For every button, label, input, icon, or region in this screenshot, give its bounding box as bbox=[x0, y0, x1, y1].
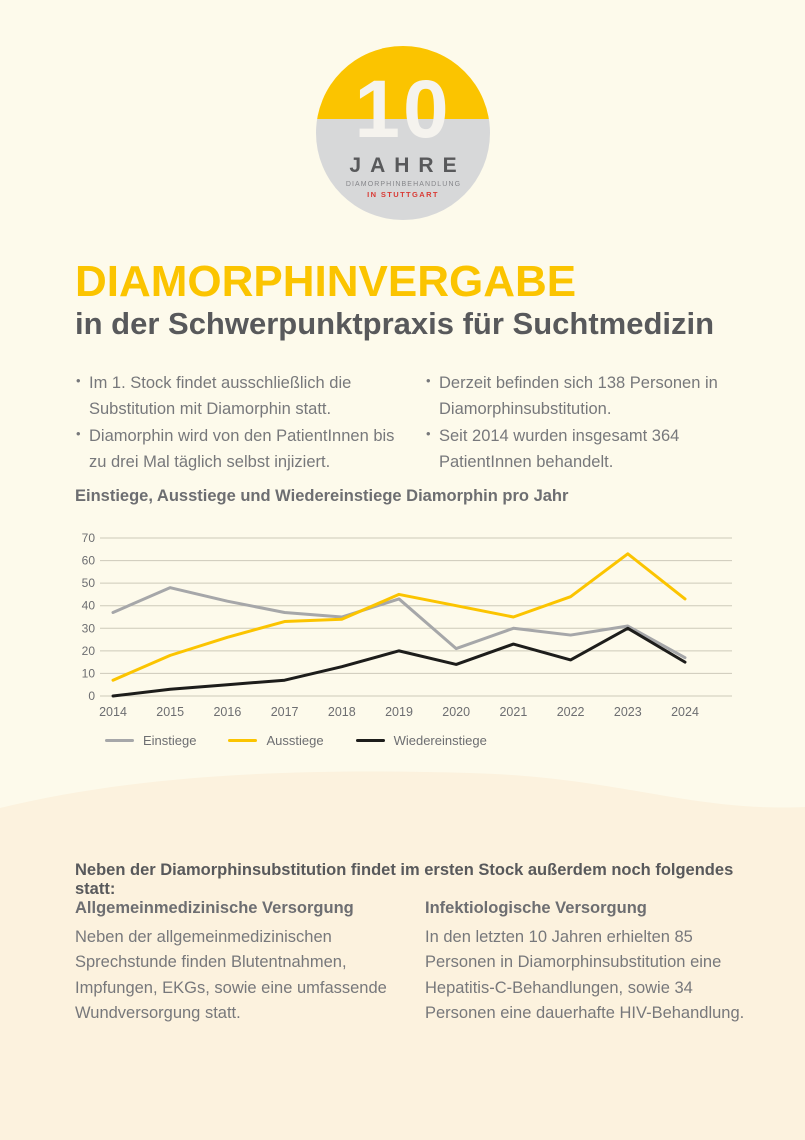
chart-svg bbox=[75, 528, 743, 724]
bullet-item bbox=[75, 424, 411, 475]
chart-legend bbox=[105, 733, 743, 748]
legend-swatch bbox=[228, 739, 257, 742]
y-tick-label: 40 bbox=[81, 598, 95, 613]
series-line-wiedereinstiege bbox=[113, 628, 685, 696]
intro-bullets-right bbox=[425, 371, 755, 477]
page-subtitle: in der Schwerpunktpraxis für Suchtmedizin bbox=[75, 306, 715, 341]
x-tick-label: 2016 bbox=[213, 705, 242, 719]
x-tick-label: 2024 bbox=[671, 705, 699, 719]
bullet-text: Derzeit befinden sich 138 Personen in Diamorphinsubstitution. bbox=[439, 374, 718, 418]
x-tick-label: 2021 bbox=[499, 705, 528, 719]
logo-cityline: IN STUTTGART bbox=[367, 189, 439, 199]
y-tick-label: 50 bbox=[81, 576, 95, 591]
x-tick-label: 2019 bbox=[385, 705, 413, 719]
lower-column-body: In den letzten 10 Jahren erhielten 85 Personen in Diamorphinsubstitution eine Hepatitis-C-Behandlungen, sowie 34 Personen eine dauerhafte HIV-Behandlung. bbox=[425, 927, 745, 1023]
legend-swatch bbox=[356, 739, 385, 742]
x-tick-label: 2015 bbox=[156, 705, 185, 719]
logo-badge bbox=[316, 46, 490, 220]
y-tick-label: 60 bbox=[81, 553, 95, 568]
x-tick-label: 2018 bbox=[327, 705, 356, 719]
y-tick-label: 0 bbox=[88, 689, 95, 703]
legend-swatch bbox=[105, 739, 134, 742]
series-line-ausstiege bbox=[113, 554, 685, 680]
bullet-item bbox=[75, 371, 411, 422]
x-tick-label: 2023 bbox=[613, 705, 642, 719]
lower-column-infectiology bbox=[425, 896, 761, 1027]
lower-column-body: Neben der allgemeinmedizinischen Sprechstunde finden Blutentnahmen, Impfungen, EKGs, sowie eine umfassende Wundversorgung statt. bbox=[75, 927, 387, 1023]
logo-jahre-label: JAHRE bbox=[349, 153, 466, 177]
x-tick-label: 2017 bbox=[270, 705, 299, 719]
y-tick-label: 20 bbox=[81, 643, 95, 658]
header bbox=[75, 257, 755, 341]
page-title: DIAMORPHINVERGABE bbox=[75, 257, 577, 306]
bullet-text: Diamorphin wird von den PatientInnen bis zu drei Mal täglich selbst injiziert. bbox=[89, 427, 395, 471]
legend-item-wiedereinstiege bbox=[356, 733, 487, 748]
legend-item-ausstiege bbox=[228, 733, 323, 748]
legend-label: Einstiege bbox=[143, 733, 197, 748]
lower-column-title: Allgemeinmedizinische Versorgung bbox=[75, 899, 354, 917]
line-chart bbox=[75, 528, 743, 748]
logo-subline: DIAMORPHINBEHANDLUNG bbox=[345, 180, 462, 188]
lower-column-general-care bbox=[75, 896, 413, 1027]
bullet-text: Seit 2014 wurden insgesamt 364 PatientInnen behandelt. bbox=[439, 427, 680, 471]
bullet-text: Im 1. Stock findet ausschließlich die Substitution mit Diamorphin statt. bbox=[89, 374, 352, 418]
y-tick-label: 10 bbox=[81, 666, 95, 681]
legend-label: Ausstiege bbox=[266, 733, 324, 748]
legend-label: Wiedereinstiege bbox=[393, 733, 487, 748]
x-tick-label: 2022 bbox=[556, 705, 585, 719]
legend-item-einstiege bbox=[105, 733, 196, 748]
lower-section-heading: Neben der Diamorphinsubstitution findet im ersten Stock außerdem noch folgendes statt: bbox=[75, 861, 734, 898]
x-tick-label: 2014 bbox=[99, 705, 127, 719]
chart-title: Einstiege, Ausstiege und Wiedereinstiege Diamorphin pro Jahr bbox=[75, 487, 569, 505]
x-tick-label: 2020 bbox=[442, 705, 471, 719]
bullet-item bbox=[425, 424, 755, 475]
intro-bullets-left bbox=[75, 371, 411, 477]
y-tick-label: 70 bbox=[81, 531, 95, 545]
bullet-item bbox=[425, 371, 755, 422]
lower-column-title: Infektiologische Versorgung bbox=[425, 899, 647, 917]
logo-number: 10 bbox=[354, 64, 452, 155]
y-tick-label: 30 bbox=[81, 621, 95, 636]
